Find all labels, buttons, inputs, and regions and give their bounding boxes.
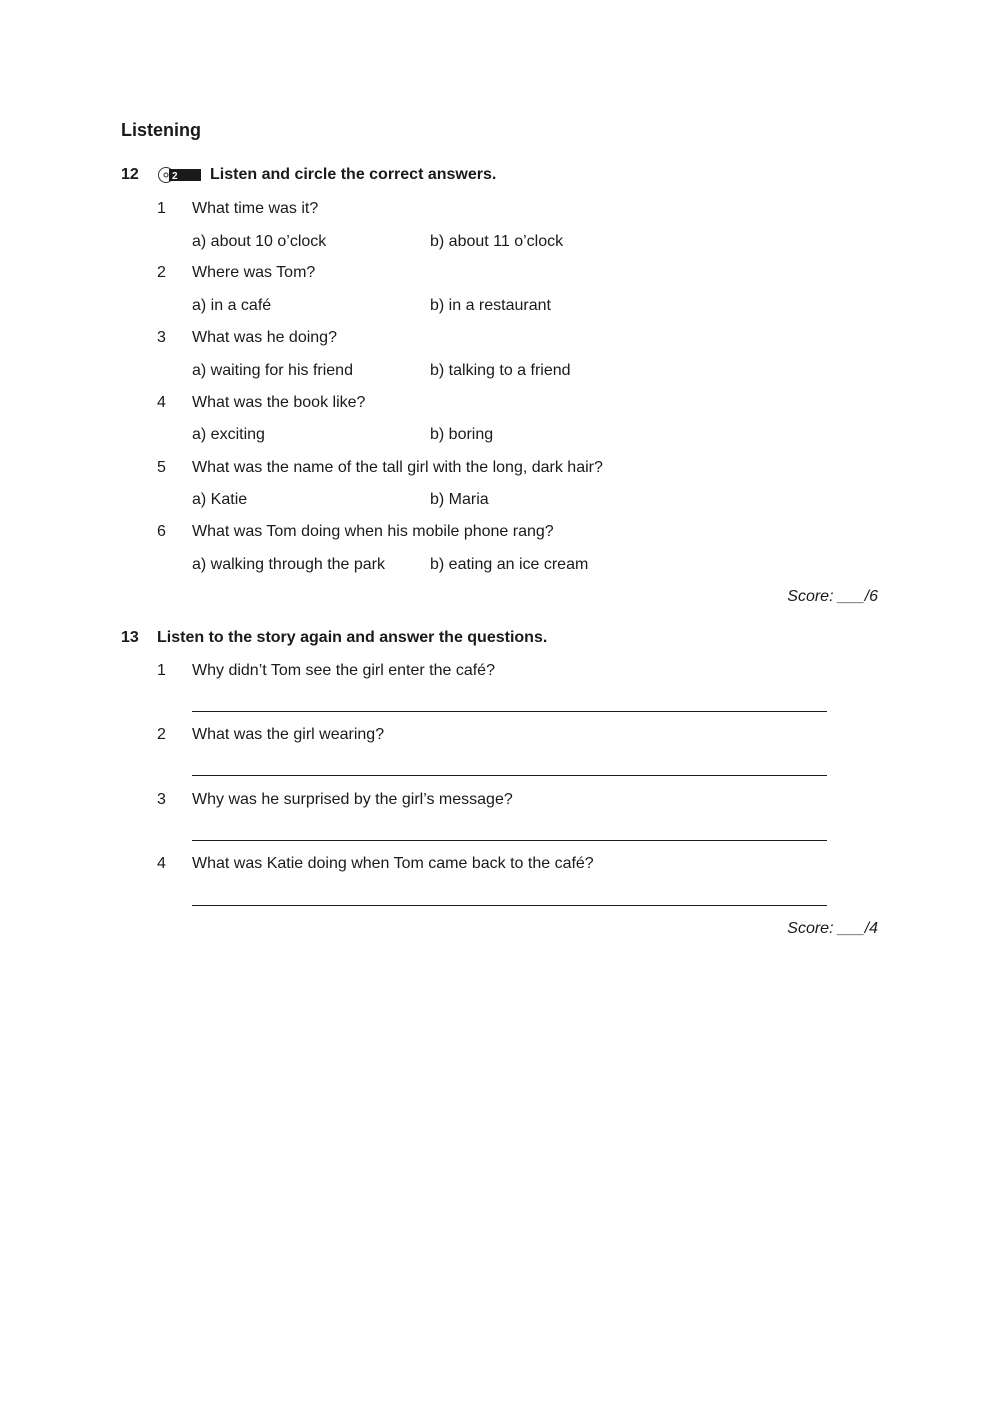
question-text: What was Tom doing when his mobile phone rang? (192, 523, 554, 540)
question-number: 1 (157, 662, 166, 679)
option-b[interactable]: b) Maria (430, 491, 489, 508)
question-text: What was the name of the tall girl with the long, dark hair? (192, 459, 603, 476)
question-text: Why didn’t Tom see the girl enter the café? (192, 662, 495, 679)
answer-line[interactable] (192, 905, 827, 906)
option-a[interactable]: a) about 10 o’clock (192, 233, 327, 250)
question-text: What was Katie doing when Tom came back to the café? (192, 855, 594, 872)
option-b[interactable]: b) eating an ice cream (430, 556, 589, 573)
question-text: What was the girl wearing? (192, 726, 385, 743)
exercise-number: 12 (121, 166, 139, 183)
question-number: 4 (157, 855, 166, 872)
option-b[interactable]: b) in a restaurant (430, 297, 551, 314)
option-b[interactable]: b) boring (430, 426, 494, 443)
exercise-12-score: Score: ___/6 (787, 588, 878, 605)
option-b[interactable]: b) talking to a friend (430, 362, 571, 379)
question-number: 5 (157, 459, 166, 476)
exercise-12-instruction: Listen and circle the correct answers. (210, 166, 497, 183)
question-number: 2 (157, 264, 166, 281)
option-a[interactable]: a) walking through the park (192, 556, 385, 573)
exercise-13-instruction: Listen to the story again and answer the questions. (157, 629, 548, 646)
exercise-13-header (121, 629, 547, 647)
question-text: What time was it? (192, 200, 319, 217)
option-b[interactable]: b) about 11 o’clock (430, 233, 564, 250)
question-number: 3 (157, 329, 166, 346)
question-text: Why was he surprised by the girl’s message? (192, 791, 513, 808)
audio-cd-icon[interactable] (157, 166, 201, 184)
question-number: 3 (157, 791, 166, 808)
question-text: What was he doing? (192, 329, 337, 346)
option-a[interactable]: a) exciting (192, 426, 265, 443)
cd-track-label: 2 (172, 171, 178, 182)
section-title: Listening (121, 120, 201, 140)
question-number: 2 (157, 726, 166, 743)
answer-line[interactable] (192, 840, 827, 841)
question-number: 6 (157, 523, 166, 540)
exercise-12-header (121, 166, 496, 184)
question-text: Where was Tom? (192, 264, 316, 281)
answer-line[interactable] (192, 711, 827, 712)
option-a[interactable]: a) in a café (192, 297, 272, 314)
answer-line[interactable] (192, 775, 827, 776)
question-number: 1 (157, 200, 166, 217)
exercise-number: 13 (121, 629, 139, 646)
question-number: 4 (157, 394, 166, 411)
question-text: What was the book like? (192, 394, 366, 411)
option-a[interactable]: a) waiting for his friend (192, 362, 353, 379)
option-a[interactable]: a) Katie (192, 491, 248, 508)
exercise-13-score: Score: ___/4 (787, 920, 878, 937)
